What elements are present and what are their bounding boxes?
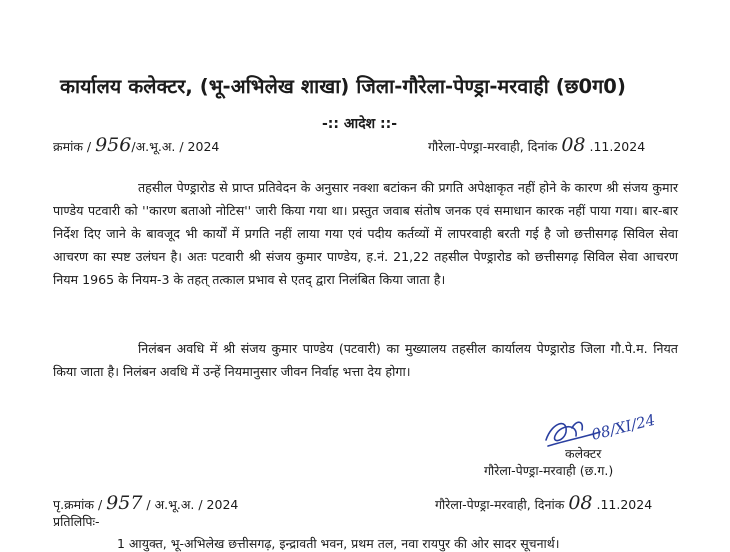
order-number-line bbox=[53, 134, 219, 156]
copy-recipient-1: 1 आयुक्त, भू-अभिलेख छत्तीसगढ़, इन्द्रावती भवन, प्रथम तल, नवा रायपुर की ओर सादर सूचनार्थ। bbox=[117, 536, 560, 551]
endorsement-number-prefix: पृ.क्रमांक / bbox=[53, 497, 103, 512]
signature-date: 08/XI/24 bbox=[589, 410, 657, 444]
signature-office: गौरेला-पेण्ड्रा-मरवाही (छ.ग.) bbox=[484, 463, 614, 478]
order-paragraph-2 bbox=[53, 337, 678, 383]
paragraph-2-text: निलंबन अवधि में श्री संजय कुमार पाण्डेय (पटवारी) का मुख्यालय तहसील कार्यालय पेण्ड्रारोड जिला गौ.पे.म. नियत किया जाता है। निलंबन अवधि में उन्हें नियमानुसार जीवन निर्वाह भत्ता देय होगा। bbox=[53, 341, 678, 379]
order-heading: -:: आदेश ::- bbox=[322, 116, 398, 132]
order-day-handwritten: 08 bbox=[561, 134, 586, 156]
office-title: कार्यालय कलेक्टर, (भू-अभिलेख शाखा) जिला-गौरेला-पेण्ड्रा-मरवाही (छ0ग0) bbox=[60, 75, 626, 98]
order-place-date bbox=[428, 134, 645, 156]
endorsement-number-handwritten: 957 bbox=[106, 492, 143, 514]
endorsement-place-date-prefix: गौरेला-पेण्ड्रा-मरवाही, दिनांक bbox=[435, 497, 565, 512]
copy-label: प्रतिलिपिः- bbox=[53, 514, 100, 529]
handwritten-signature bbox=[538, 410, 688, 460]
order-number-handwritten: 956 bbox=[95, 134, 132, 156]
order-place-date-prefix: गौरेला-पेण्ड्रा-मरवाही, दिनांक bbox=[428, 139, 558, 154]
endorsement-number-suffix: / अ.भू.अ. / 2024 bbox=[146, 497, 239, 512]
endorsement-number-line bbox=[53, 492, 238, 514]
order-paragraph-1 bbox=[53, 176, 678, 291]
paragraph-1-text: तहसील पेण्ड्रारोड से प्राप्त प्रतिवेदन के अनुसार नक्शा बटांकन की प्रगति अपेक्षाकृत नहीं होने के कारण श्री संजय कुमार पाण्डेय पटवारी को ''कारण बताओ नोटिस'' जारी किया गया था। प्रस्तुत जवाब संतोष जनक एवं समाधान कारक नहीं पाया गया। बार-बार निर्देश दिए जाने के बावजूद भी कार्यों में प्रगति नहीं लाया गया एवं पदीय कर्तव्यों में लापरवाही बरती गई है जो छत्तीसगढ़ सिविल सेवा आचरण का स्पष्ट उलंघन है। अतः पटवारी श्री संजय कुमार पाण्डेय, ह.नं. 21,22 तहसील पेण्ड्रारोड को छत्तीसगढ़ सिविल सेवा आचरण नियम 1965 के नियम-3 के तहत् तत्काल प्रभाव से एतद् द्वारा निलंबित किया जाता है। bbox=[53, 180, 679, 287]
order-number-prefix: क्रमांक / bbox=[53, 139, 92, 154]
order-month-year: .11.2024 bbox=[589, 139, 646, 154]
endorsement-day-handwritten: 08 bbox=[568, 492, 593, 514]
signature-designation: कलेक्टर bbox=[565, 446, 602, 461]
endorsement-month-year: .11.2024 bbox=[596, 497, 653, 512]
endorsement-place-date bbox=[435, 492, 652, 514]
order-number-suffix: /अ.भू.अ. / 2024 bbox=[131, 139, 220, 154]
